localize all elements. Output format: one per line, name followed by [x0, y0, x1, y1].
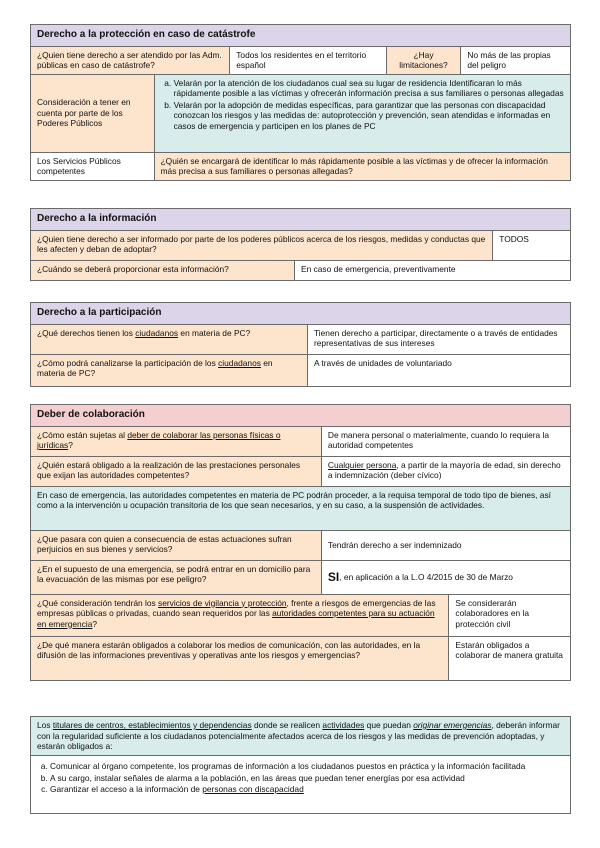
section-title: Deber de colaboración: [31, 405, 570, 426]
label-text: Consideración a tener en cuenta por parte de los Poderes Públicos: [37, 97, 131, 129]
answer-cell: Todos los residentes en el territorio español: [229, 47, 385, 74]
question-cell: ¿Que pasara con quien a consecuencia de estas actuaciones sufran perjuicios en sus bienes y servicios?: [31, 531, 321, 560]
text: ¿Cómo podrá canalizarse la participación de los: [37, 357, 219, 368]
answer-cell: [321, 531, 570, 560]
list-item: b. A su cargo, instalar señales de alarma a la población, en las áreas que puedan tener energías por esa actividad: [50, 773, 564, 784]
section-informacion: [30, 208, 571, 281]
text: , frente a riesgos de emergencias de las empresas públicas o privadas, cuando sean requeridos por las: [37, 597, 436, 619]
text: , a partir de la mayoría de edad, sin derecho a indemnización (deber cívico): [327, 459, 561, 481]
answer-cell: Tienen derecho a participar, directamente o a través de entidades representativas de sus intereses: [307, 325, 570, 354]
text: ?: [92, 618, 98, 629]
text: ¿Cómo están sujetas al: [37, 429, 128, 440]
question-cell: [31, 355, 307, 386]
text: ¿Qué derechos tienen los: [37, 327, 136, 338]
considerations-list: [161, 78, 564, 132]
intro-paragraph: [31, 717, 570, 755]
list-item: a. Comunicar al órgano competente, los programas de información a los ciudadanos puestos en práctica y la información facilitada: [50, 761, 564, 772]
list-item: b. Velarán por la adopción de medidas específicas, para garantizar que las personas con discapacidad conozcan los riesgos y las medidas de: autoprotección y prevención, sean atendidas e informadas en casos de emergencia y participen en los planes de PC: [174, 100, 564, 132]
answer-cell: TODOS: [492, 231, 570, 260]
underlined-text: servicios de vigilancia y protección: [158, 597, 287, 608]
question-cell: ¿Quién se encargará de identificar lo más rápidamente posible a las víctimas y de ofrecer la información más precisa a sus familiares o personas allegadas?: [154, 153, 570, 180]
text: ?: [68, 440, 73, 451]
text: en materia de PC?: [37, 357, 273, 379]
text: Los: [37, 720, 53, 730]
text: ¿Qué consideración tendrán los: [37, 597, 159, 608]
text: Garantizar el acceso a la información de: [50, 784, 203, 795]
answer-cell: No más de las propias del peligro: [460, 47, 570, 74]
underlined-text: actividades: [322, 720, 365, 730]
section-proteccion-catastrofe: [30, 24, 571, 181]
question-cell: ¿Hay limitaciones?: [386, 47, 461, 74]
answer-cell: [321, 457, 570, 486]
underlined-text: deber de colaborar las personas físicas o jurídicas: [37, 429, 281, 451]
section-title: Derecho a la información: [31, 209, 570, 230]
label-cell: [31, 75, 154, 152]
underlined-text: personas con discapacidad: [202, 784, 304, 795]
answer-cell: Estarán obligados a colaborar de manera gratuita: [448, 637, 570, 680]
question-cell: [31, 325, 307, 354]
question-cell: ¿De qué manera estarán obligados a colaborar los medios de comunicación, con las autoridades, en la difusión de las informaciones preventivas y operativas ante los riesgos y emergencias?: [31, 637, 448, 680]
obligations-cell: [31, 756, 570, 813]
emphasis-text: SI: [327, 569, 340, 584]
section-title: Derecho a la protección en caso de catástrofe: [31, 25, 570, 46]
text: , deberán informar con la regularidad suficiente a los ciudadanos potencialmente afectados acerca de los riesgos y las medidas de prevención adoptadas, y estarán obligados a:: [37, 720, 560, 752]
underlined-text: titulares de centros, establecimientos y dependencias: [52, 720, 252, 730]
answer-cell: En caso de emergencia, preventivamente: [294, 261, 570, 280]
list-item: a. Velarán por la atención de los ciudadanos cual sea su lugar de residencia Identificaran lo más rápidamente posible a las víctimas y ofrecerán información precisa a sus familiares o personas allegadas: [174, 78, 564, 99]
text: Tendrán derecho a ser indemnizado: [327, 539, 462, 550]
question-cell: [31, 595, 448, 636]
answer-cell: A través de unidades de voluntariado: [307, 355, 570, 386]
text: donde se realicen: [251, 720, 323, 730]
question-cell: ¿Quién estará obligado a la realización de las prestaciones personales que exijan las autoridades competentes?: [31, 457, 321, 486]
list-cell: [154, 75, 570, 152]
label-cell: Los Servicios Públicos competentes: [31, 153, 154, 180]
underlined-text: ciudadanos: [135, 327, 179, 338]
underlined-text: Cualquier persona: [327, 459, 397, 470]
text: , en aplicación a la L.O 4/2015 de 30 de Marzo: [339, 571, 513, 582]
question-cell: [31, 427, 321, 456]
answer-cell: De manera personal o materialmente, cuando lo requiera la autoridad competentes: [321, 427, 570, 456]
section-title: Derecho a la participación: [31, 303, 570, 324]
answer-cell: [321, 561, 570, 594]
text: en materia de PC?: [178, 327, 251, 338]
info-cell: En caso de emergencia, las autoridades competentes en materia de PC podrán proceder, a la requisa temporal de todo tipo de bienes, así como a la intervención u ocupación transitoria de los que sean necesarios, y en su caso, a la suspensión de actividades.: [31, 487, 570, 530]
section-titulares-centros: [30, 716, 571, 814]
underlined-text: ciudadanos: [218, 357, 261, 368]
section-deber-colaboracion: [30, 404, 571, 681]
answer-cell: Se considerarán colaboradores en la protección civil: [448, 595, 570, 636]
obligations-list: [37, 761, 564, 795]
underlined-italic-text: originar emergencias: [413, 720, 492, 730]
section-participacion: [30, 302, 571, 387]
question-cell: ¿Cuándo se deberá proporcionar esta información?: [31, 261, 294, 280]
underlined-text: autoridades competentes para su actuación en emergencia: [37, 608, 435, 629]
list-item: [50, 784, 564, 795]
question-cell: ¿En el supuesto de una emergencia, se podrá entrar en un domicilio para la evacuación de las mismas por ese peligro?: [31, 561, 321, 594]
text: que puedan: [364, 720, 414, 730]
question-cell: ¿Quien tiene derecho a ser informado por parte de los poderes públicos acerca de los riesgos, medidas y conductas que les afecten y deban de adoptar?: [31, 231, 492, 260]
question-cell: ¿Quien tiene derecho a ser atendido por las Adm. públicas en caso de catástrofe?: [31, 47, 229, 74]
